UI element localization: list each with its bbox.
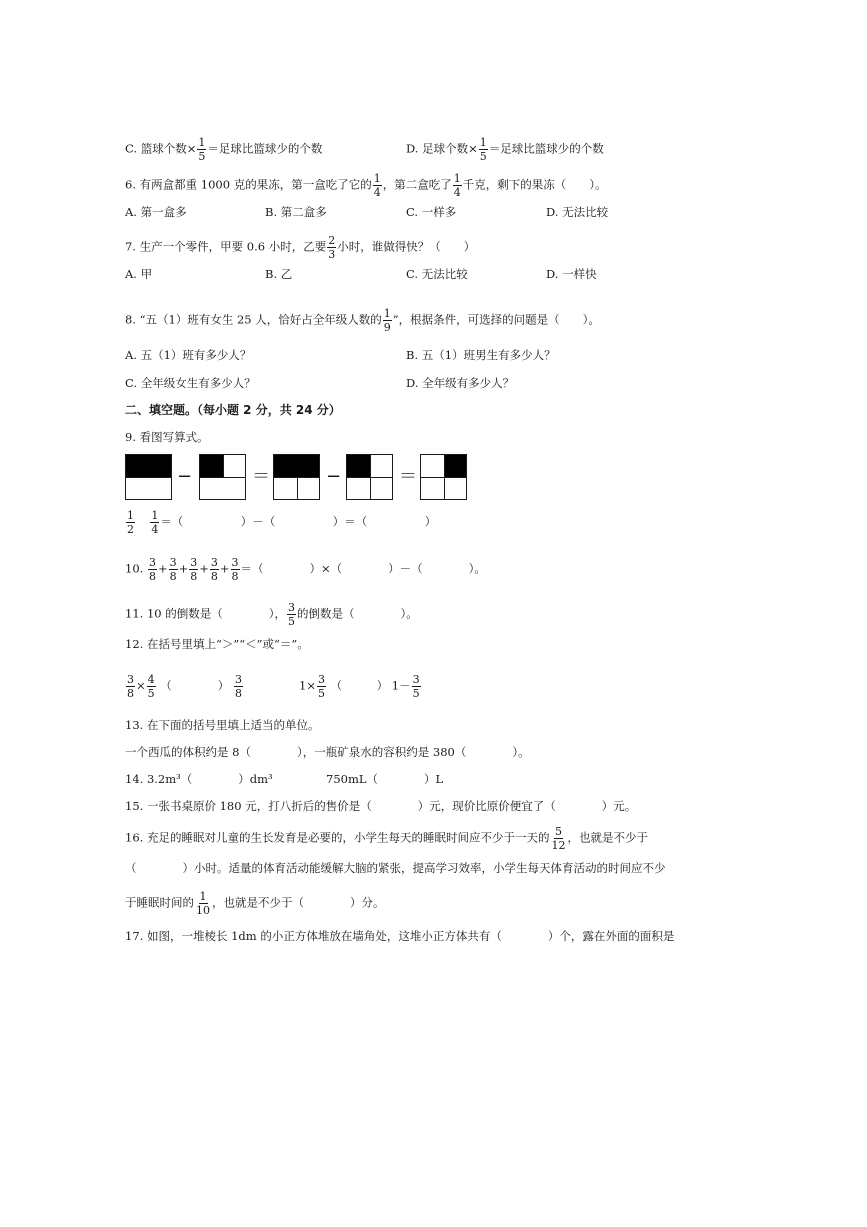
q9-answer-blanks[interactable]: ＝（ ）－（ ）＝（ ） [160, 514, 437, 529]
q8-option-a[interactable]: A. 五（1）班有多少人？ [125, 348, 252, 362]
fraction: $\frac{3}{8}$ [210, 556, 218, 583]
equals-sign: ＝ [252, 466, 270, 487]
q6-option-d[interactable]: D. 无法比较 [546, 205, 609, 219]
question-15: 15. 一张书桌原价 180 元，打八折后的售价是（ ）元，现价比原价便宜了（ ）元。 [125, 799, 637, 813]
question-14-a: 14. 3.2m³（ ）dm³ [125, 772, 273, 786]
question-8: 8. “五（1）班有女生 25 人，恰好占全年级人数的 $\frac{1}{9}$ ”，根据条件，可选择的问题是（ ）。 [125, 307, 600, 334]
fraction: $\frac{3}{8}$ [148, 556, 156, 583]
fraction: $\frac{3}{8}$ [127, 673, 134, 700]
question-13-body: 一个西瓜的体积约是 8（ ），一瓶矿泉水的容积约是 380（ ）。 [125, 745, 530, 759]
q7-option-a[interactable]: A. 甲 [125, 267, 153, 281]
q12-compare-b: 1× $\frac{3}{5}$ （ ） 1－ $\frac{3}{5}$ [299, 673, 420, 700]
q8-option-d[interactable]: D. 全年级有多少人？ [406, 376, 515, 390]
fraction-box-quarter [199, 454, 246, 500]
question-10: 10. $\frac{3}{8}$ + $\frac{3}{8}$ + $\frac{3}{8}$ + $\frac{3}{8}$ + $\frac{3}{8}$ ＝（ ）×（ ）－（ ）。 [125, 556, 486, 583]
minus-sign: − [177, 466, 193, 487]
q6-option-b[interactable]: B. 第二盒多 [265, 205, 327, 219]
q7-option-c[interactable]: C. 无法比较 [406, 267, 468, 281]
q5-option-c[interactable]: C. 篮球个数× $\frac{1}{5}$ ＝足球比篮球少的个数 [125, 136, 323, 163]
fraction: $\frac{4}{5}$ [147, 673, 155, 700]
q5-option-d[interactable]: D. 足球个数× $\frac{1}{5}$ ＝足球比篮球少的个数 [406, 136, 604, 163]
question-6: 6. 有两盒都重 1000 克的果冻，第一盒吃了它的 $\frac{1}{4}$ ，第二盒吃了 $\frac{1}{4}$ 千克，剩下的果冻（ ）。 [125, 172, 607, 199]
section-heading: 二、填空题。（每小题 2 分，共 24 分） [125, 403, 341, 417]
minus-sign: − [326, 466, 342, 487]
fraction-box-two-quarters [273, 454, 320, 500]
question-9-title: 9. 看图写算式。 [125, 430, 209, 444]
q10-answer-blanks[interactable]: ＝（ ）×（ ）－（ ）。 [240, 561, 486, 576]
question-16-line3: 于睡眠时间的 $\frac{1}{10}$ ，也就是不少于（ ）分。 [125, 890, 385, 917]
fraction-box-quarter [346, 454, 393, 500]
fraction: $\frac{1}{4}$ [151, 509, 159, 536]
fraction: $\frac{2}{3}$ [328, 234, 336, 261]
question-7: 7. 生产一个零件，甲要 0.6 小时，乙要 $\frac{2}{3}$ 小时，谁做得快？（ ） [125, 234, 476, 261]
q9-expression [125, 510, 436, 535]
fraction: $\frac{1}{4}$ [373, 172, 381, 199]
q6-option-c[interactable]: C. 一样多 [406, 205, 457, 219]
fraction: $\frac{1}{10}$ [196, 890, 210, 917]
q8-option-b[interactable]: B. 五（1）班男生有多少人？ [406, 348, 556, 362]
question-13-title: 13. 在下面的括号里填上适当的单位。 [125, 718, 320, 732]
question-12-title: 12. 在括号里填上“＞”“＜”或“＝”。 [125, 637, 309, 651]
fraction: $\frac{5}{12}$ [551, 825, 566, 852]
fraction: $\frac{1}{5}$ [479, 136, 487, 163]
fraction: $\frac{3}{5}$ [287, 601, 295, 628]
question-17: 17. 如图，一堆棱长 1dm 的小正方体堆放在墙角处，这堆小正方体共有（ ）个，露在外面的面积是 [125, 929, 675, 943]
q12-compare-a: $\frac{3}{8}$ × $\frac{4}{5}$ （ ） $\frac{3}{8}$ [127, 673, 242, 700]
fraction: $\frac{3}{8}$ [231, 556, 239, 583]
q12-blank-b[interactable]: （ ） [330, 678, 389, 693]
q8-option-c[interactable]: C. 全年级女生有多少人？ [125, 376, 256, 390]
question-11: 11. 10 的倒数是（ ）， $\frac{3}{5}$ 的倒数是（ ）。 [125, 601, 418, 628]
q6-option-a[interactable]: A. 第一盒多 [125, 205, 187, 219]
equals-sign: ＝ [399, 466, 417, 487]
fraction: $\frac{3}{8}$ [190, 556, 198, 583]
fraction: $\frac{1}{9}$ [383, 307, 391, 334]
question-16-line2: （ ）小时。适量的体育活动能缓解大脑的紧张，提高学习效率，小学生每天体育活动的时间应不少 [125, 861, 666, 875]
q7-option-b[interactable]: B. 乙 [265, 267, 293, 281]
fraction: $\frac{1}{5}$ [198, 136, 206, 163]
fraction-box-quarter-result [420, 454, 467, 500]
fraction-box-half [125, 454, 172, 500]
question-16-line1: 16. 充足的睡眠对儿童的生长发育是必要的，小学生每天的睡眠时间应不少于一天的 $\frac{5}{12}$ ，也就是不少于 [125, 825, 648, 852]
fraction: $\frac{3}{5}$ [317, 673, 325, 700]
q12-blank-a[interactable]: （ ） [160, 678, 230, 693]
q7-option-d[interactable]: D. 一样快 [546, 267, 597, 281]
fraction: $\frac{3}{5}$ [412, 673, 420, 700]
fraction: $\frac{3}{8}$ [234, 673, 242, 700]
fraction: $\frac{3}{8}$ [169, 556, 177, 583]
fraction: $\frac{1}{4}$ [453, 172, 461, 199]
fraction: $\frac{1}{2}$ [127, 509, 134, 536]
question-14-b: 750mL（ ）L [326, 772, 444, 786]
